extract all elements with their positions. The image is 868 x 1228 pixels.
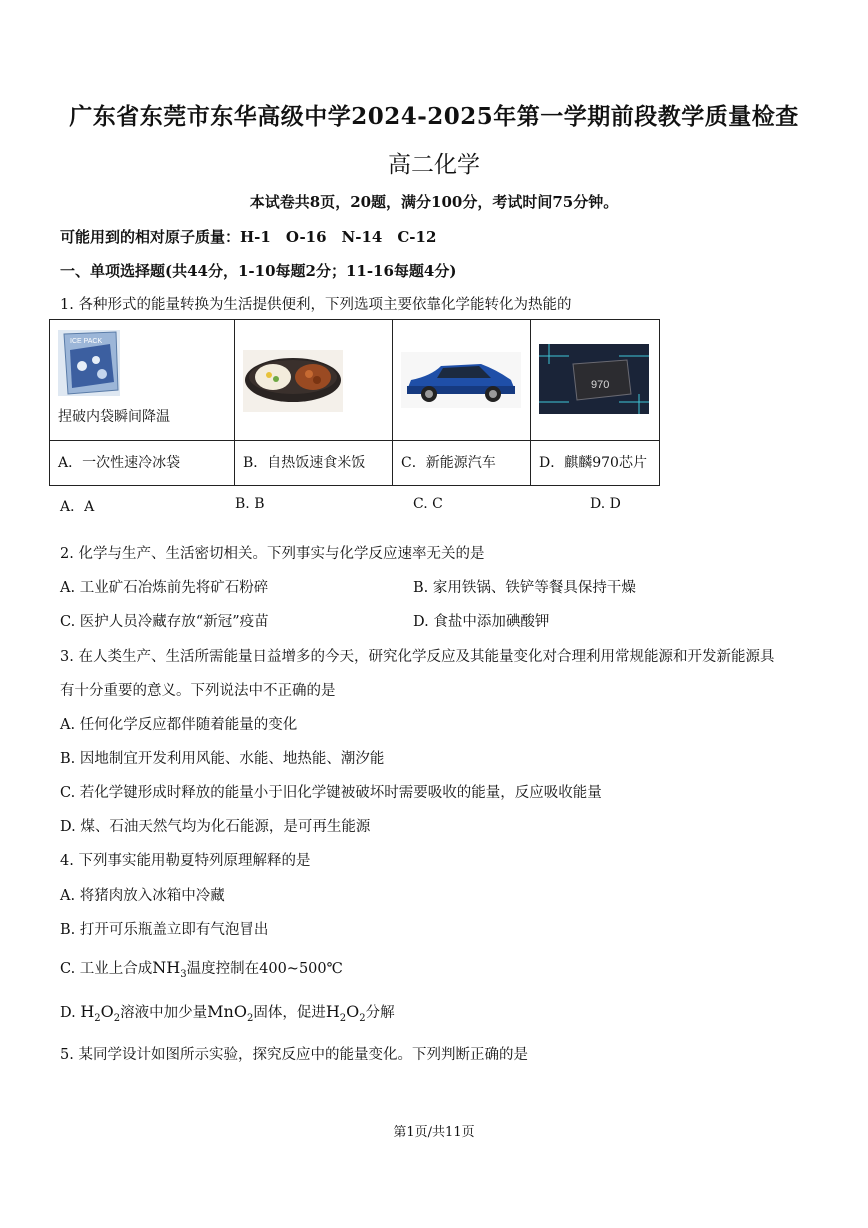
q1-option-a: A．A xyxy=(60,499,95,515)
q2-option-b: B. 家用铁锅、铁铲等餐具保持干燥 xyxy=(413,580,636,596)
rice-box-cell xyxy=(235,320,392,440)
option-a-caption: A．一次性速冷冰袋 xyxy=(50,440,234,485)
q4-option-b: B. 打开可乐瓶盖立即有气泡冒出 xyxy=(60,922,269,938)
q1-options-table xyxy=(49,319,660,486)
q1-option-d: D. D xyxy=(590,496,621,512)
q3-option-c: C. 若化学键形成时释放的能量小于旧化学键被破坏时需要吸收的能量，反应吸收能量 xyxy=(60,785,602,801)
q2-option-d: D. 食盐中添加碘酸钾 xyxy=(413,614,550,630)
exam-subject: 高二化学 xyxy=(388,152,480,178)
ice-pack-image xyxy=(58,330,120,396)
q4-option-a: A. 将猪肉放入冰箱中冷藏 xyxy=(60,888,225,904)
exam-info: 本试卷共8页，20题，满分100分，考试时间75分钟。 xyxy=(249,193,619,211)
car-cell xyxy=(393,320,530,440)
option-c-caption: C．新能源汽车 xyxy=(393,440,530,485)
ice-pack-cell xyxy=(50,320,234,440)
svg-text:ICE PACK: ICE PACK xyxy=(70,338,103,345)
exam-title: 广东省东莞市东华高级中学2024-2025年第一学期前段教学质量检查 xyxy=(69,103,799,130)
q3-option-d: D. 煤、石油天然气均为化石能源，是可再生能源 xyxy=(60,819,371,835)
new-energy-car-image xyxy=(401,352,521,408)
q3-option-a: A. 任何化学反应都伴随着能量的变化 xyxy=(60,717,298,733)
q1-stem: 1. 各种形式的能量转换为生活提供便利，下列选项主要依靠化学能转化为热能的 xyxy=(60,297,572,313)
q2-option-c: C. 医护人员冷藏存放“新冠”疫苗 xyxy=(60,614,269,630)
chip-cell xyxy=(531,320,659,440)
section-heading: 一、单项选择题(共44分，1-10每题2分；11-16每题4分) xyxy=(60,262,457,280)
q2-option-a: A. 工业矿石冶炼前先将矿石粉碎 xyxy=(60,580,269,596)
self-heating-rice-image xyxy=(243,350,343,412)
option-b-caption: B．自热饭速食米饭 xyxy=(235,440,392,485)
q3-option-b: B. 因地制宜开发利用风能、水能、地热能、潮汐能 xyxy=(60,751,385,767)
q1-option-b: B. B xyxy=(235,496,265,512)
kirin-chip-image xyxy=(539,344,649,414)
ice-pack-note: 捏破内袋瞬间降温 xyxy=(58,409,170,425)
q4-option-c: C. 工业上合成$NH_3$温度控制在400~500℃ xyxy=(60,958,343,980)
q3-stem-line1: 3. 在人类生产、生活所需能量日益增多的今天，研究化学反应及其能量变化对合理利用常规能源和开发新能源具 xyxy=(60,649,775,665)
q5-stem: 5. 某同学设计如图所示实验，探究反应中的能量变化。下列判断正确的是 xyxy=(60,1047,528,1063)
q1-option-c: C. C xyxy=(413,496,443,512)
q4-stem: 4. 下列事实能用勒夏特列原理解释的是 xyxy=(60,853,311,869)
q2-stem: 2. 化学与生产、生活密切相关。下列事实与化学反应速率无关的是 xyxy=(60,546,485,562)
svg-text:970: 970 xyxy=(591,379,610,391)
atomic-mass-note: 可能用到的相对原子质量：H-1 O-16 N-14 C-12 xyxy=(60,228,437,246)
option-d-caption: D．麒麟970芯片 xyxy=(531,440,659,485)
page-footer: 第1页/共11页 xyxy=(393,1125,475,1140)
q3-stem-line2: 有十分重要的意义。下列说法中不正确的是 xyxy=(60,683,336,699)
q4-option-d: D. $H_2O_2$溶液中加少量MnO$_2$固体，促进$H_2O_2$分解 xyxy=(60,1002,395,1024)
